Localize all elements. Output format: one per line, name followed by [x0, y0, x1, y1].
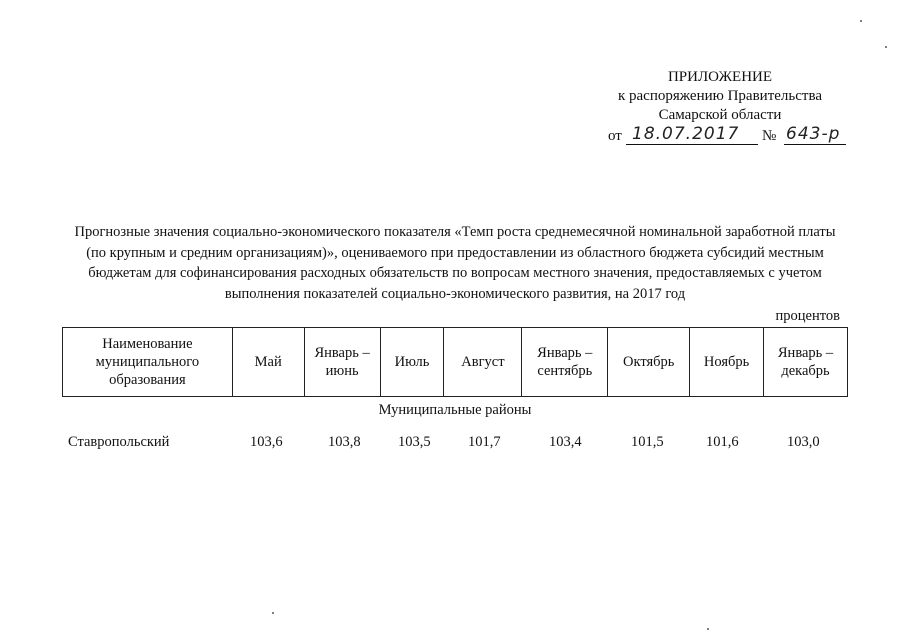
col-header-name: Наименование муниципального образования [63, 328, 233, 397]
unit-label: процентов [775, 308, 840, 324]
row-value-jan-dec: 103,0 [787, 434, 820, 450]
col-header-oct: Октябрь [608, 328, 690, 397]
date-number-line [608, 126, 858, 150]
col-header-aug: Август [444, 328, 522, 397]
scan-speck [885, 46, 887, 48]
document-title: Прогнозные значения социально-экономического показателя «Темп роста среднемесячной номинальной заработной платы (по крупным и средним организациям)», оцениваемого при предоставлении из областного бюджета субсидий местным бюджетам для софинансирования расходных обязательств по вопросам местного значения, предоставляемых с учетом выполнения показателей социально-экономического развития, на 2017 год [74, 224, 836, 302]
col-header-jul: Июль [380, 328, 444, 397]
handwritten-number: 643-р [786, 124, 841, 144]
row-value-nov: 101,6 [706, 434, 739, 450]
section-title: Муниципальные районы [378, 402, 532, 418]
row-name: Ставропольский [68, 434, 170, 450]
row-value-aug: 101,7 [468, 434, 501, 450]
row-value-jan-jun: 103,8 [328, 434, 361, 450]
appendix-title: ПРИЛОЖЕНИЕ [667, 69, 773, 85]
appendix-header [590, 68, 850, 125]
scan-speck [707, 628, 709, 630]
col-header-jan-jun: Январь – июнь [304, 328, 380, 397]
row-value-may: 103,6 [250, 434, 283, 450]
from-label: от [608, 128, 622, 144]
row-value-jan-sep: 103,4 [549, 434, 582, 450]
table-header-row [63, 328, 848, 397]
date-underline [626, 144, 758, 145]
col-header-nov: Ноябрь [690, 328, 764, 397]
row-value-jul: 103,5 [398, 434, 431, 450]
handwritten-date: 18.07.2017 [632, 124, 740, 144]
appendix-line-1: к распоряжению Правительства [617, 88, 822, 104]
appendix-line-2: Самарской области [658, 107, 782, 123]
indicator-table [62, 327, 848, 397]
number-label: № [762, 128, 777, 144]
number-underline [784, 144, 846, 145]
scan-speck [272, 612, 274, 614]
scan-speck [860, 20, 862, 22]
col-header-may: Май [232, 328, 304, 397]
row-value-oct: 101,5 [631, 434, 664, 450]
col-header-jan-sep: Январь – сентябрь [522, 328, 608, 397]
col-header-jan-dec: Январь – декабрь [764, 328, 848, 397]
